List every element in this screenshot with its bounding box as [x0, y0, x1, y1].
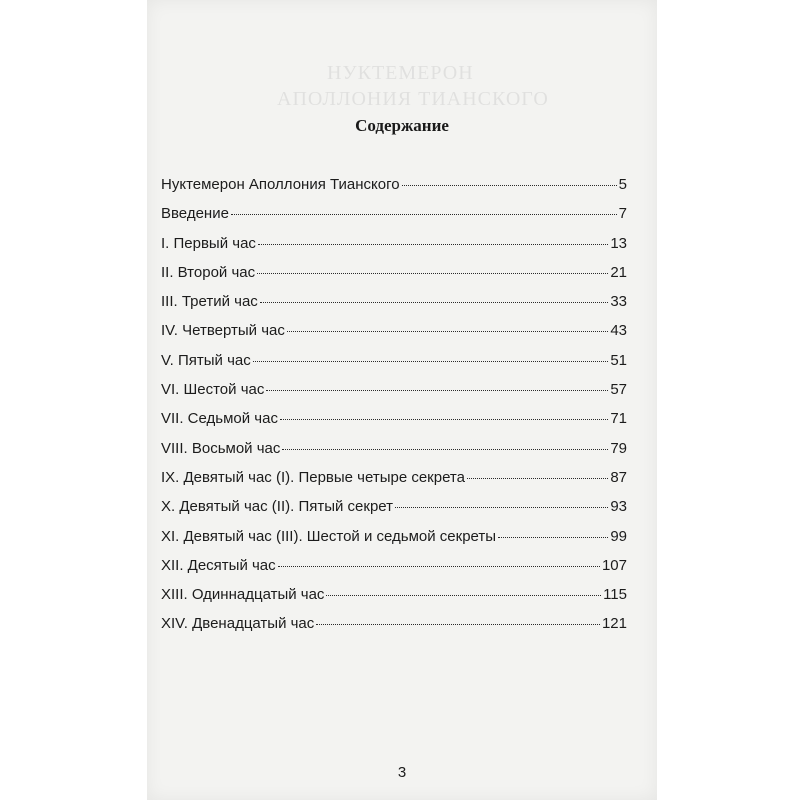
toc-entry-title: Введение: [161, 205, 229, 223]
dot-leader: [231, 214, 617, 215]
toc-entry-page: 7: [618, 205, 627, 223]
dot-leader: [287, 331, 608, 332]
toc-entry-title: VIII. Восьмой час: [161, 439, 281, 457]
dot-leader: [257, 273, 608, 274]
toc-entry-page: 57: [610, 381, 627, 399]
toc-entry-page: 71: [610, 410, 627, 428]
toc-entry-title: V. Пятый час: [161, 351, 251, 369]
toc-entry-title: XII. Десятый час: [161, 556, 276, 574]
toc-entry-title: Нуктемерон Аполлония Тианского: [161, 176, 400, 193]
toc-entry-title: II. Второй час: [161, 263, 256, 281]
dot-leader: [316, 624, 600, 625]
toc-entry: [161, 440, 627, 469]
toc-entry-page: 5: [618, 176, 627, 193]
toc-entry-title: XIV. Двенадцатый час: [161, 615, 315, 633]
toc-entry-page: 99: [610, 527, 627, 545]
toc-entry: [161, 410, 627, 439]
dot-leader: [467, 478, 608, 479]
toc-entry-title: I. Первый час: [161, 234, 256, 252]
toc-entry: [161, 586, 627, 615]
toc-entry-page: 13: [610, 234, 627, 252]
toc-entry-page: 43: [610, 322, 627, 340]
dot-leader: [282, 449, 608, 450]
toc-entry-title: XI. Девятый час (III). Шестой и седьмой секреты: [161, 527, 497, 545]
toc-entry: [161, 469, 627, 498]
bleed-through-text: АПОЛЛОНИЯ ТИАНСКОГО: [277, 88, 549, 110]
toc-heading: Содержание: [355, 116, 449, 135]
toc-entry: [161, 381, 627, 410]
toc-entry-title: IX. Девятый час (I). Первые четыре секрета: [161, 468, 465, 486]
toc-list: [161, 176, 627, 645]
dot-leader: [260, 302, 609, 303]
toc-entry: [161, 352, 627, 381]
dot-leader: [326, 595, 601, 596]
dot-leader: [253, 361, 609, 362]
toc-entry-title: XIII. Одиннадцатый час: [161, 586, 325, 604]
toc-entry-title: VII. Седьмой час: [161, 410, 278, 428]
toc-entry-title: X. Девятый час (II). Пятый секрет: [161, 498, 394, 516]
toc-entry-title: VI. Шестой час: [161, 381, 265, 399]
toc-entry-page: 51: [610, 351, 627, 369]
dot-leader: [266, 390, 608, 391]
toc-entry-page: 93: [610, 498, 627, 516]
dot-leader: [402, 185, 617, 186]
toc-entry: [161, 293, 627, 322]
toc-entry: [161, 205, 627, 234]
toc-entry-title: III. Третий час: [161, 293, 258, 311]
toc-entry: [161, 528, 627, 557]
toc-entry: [161, 235, 627, 264]
toc-entry: [161, 176, 627, 205]
toc-entry-page: 79: [610, 439, 627, 457]
toc-entry-page: 115: [603, 586, 627, 604]
dot-leader: [278, 566, 600, 567]
bleed-through-text: НУКТЕМЕРОН: [327, 62, 474, 84]
toc-entry: [161, 557, 627, 586]
book-page: [147, 0, 657, 800]
dot-leader: [498, 537, 608, 538]
toc-entry-page: 87: [610, 468, 627, 486]
toc-entry: [161, 498, 627, 527]
dot-leader: [280, 419, 608, 420]
page-number: 3: [397, 764, 407, 781]
dot-leader: [258, 244, 608, 245]
toc-entry: [161, 322, 627, 351]
toc-entry: [161, 615, 627, 644]
toc-entry-page: 107: [601, 556, 627, 574]
toc-entry-page: 21: [610, 263, 627, 281]
dot-leader: [395, 507, 608, 508]
toc-entry-title: IV. Четвертый час: [161, 322, 285, 340]
toc-entry-page: 121: [601, 615, 627, 633]
toc-entry-page: 33: [610, 293, 627, 311]
toc-entry: [161, 264, 627, 293]
